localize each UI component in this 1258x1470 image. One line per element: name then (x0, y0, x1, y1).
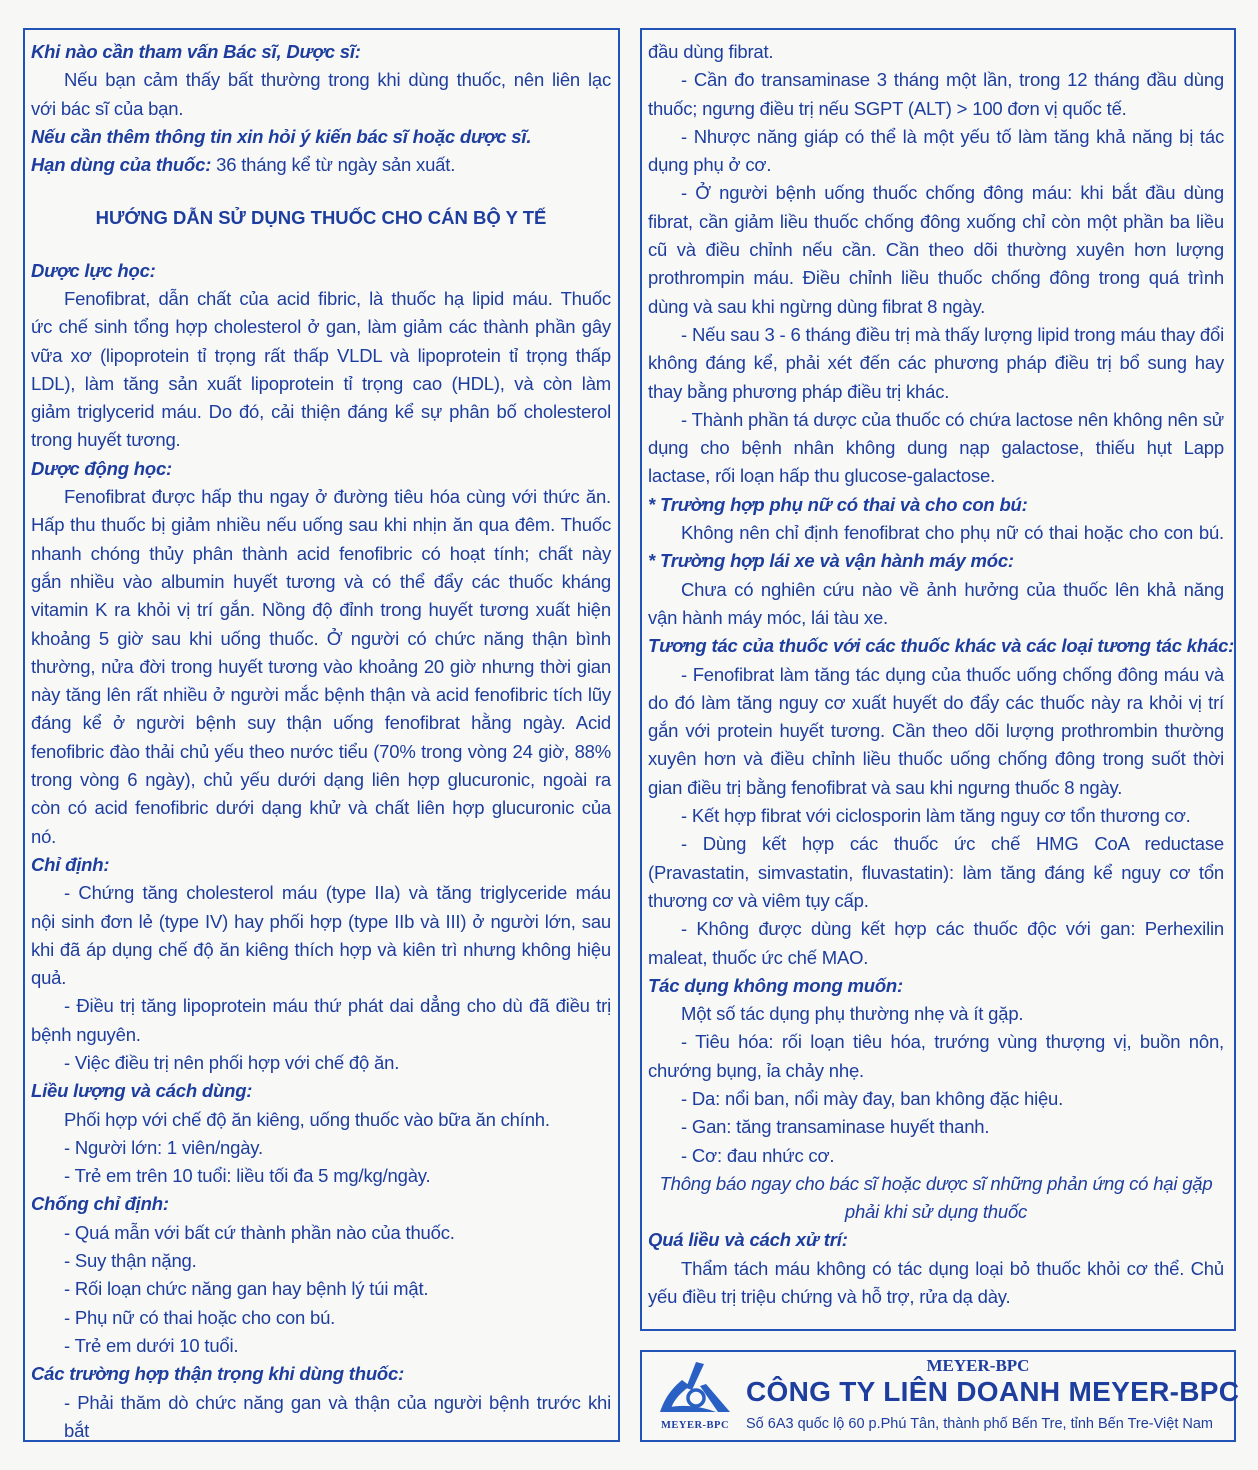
company-name: CÔNG TY LIÊN DOANH MEYER-BPC (746, 1376, 1240, 1407)
text-line: gắn nhiều vào albumin huyết tương và có thể đẩy các thuốc kháng (31, 570, 611, 592)
precautions-heading: Các trường hợp thận trọng khi dùng thuốc: (31, 1363, 405, 1385)
text-line: gian điều trị bằng fenofibrat và sau khi ngưng thuốc 8 ngày. (648, 776, 1123, 798)
text-line: - Cần đo transaminase 3 tháng một lần, trong 12 tháng đầu dùng (681, 69, 1224, 91)
expiry-value: 36 tháng kể từ ngày sản xuất. (211, 154, 456, 176)
text-line: thường, nửa đời trong huyết tương vào khoảng 20 giờ nhưng thời gian (31, 655, 611, 677)
text-line: thương cơ và viêm tụy cấp. (648, 889, 869, 911)
text-line: đáng kể ở người bệnh suy thận uống fenofibrat hằng ngày. Acid (31, 712, 611, 734)
text-line: - Quá mẫn với bất cứ thành phần nào của thuốc. (64, 1221, 455, 1243)
text-line: - Trẻ em dưới 10 tuổi. (64, 1334, 239, 1356)
text-line: thay bằng phương pháp điều trị khác. (648, 380, 950, 402)
precautions-body (31, 1389, 611, 1446)
text-line: quả. (31, 967, 67, 989)
text-line: gắn với protein huyết tương. Cần theo dõi lượng prothrombin thường (648, 720, 1224, 742)
text-line: - Rối loạn chức năng gan hay bệnh lý túi mật. (64, 1278, 429, 1300)
text-line: - Cơ: đau nhức cơ. (681, 1144, 835, 1166)
text-line: Fenofibrat được hấp thu ngay ở đường tiêu hóa cùng với thức ăn. (64, 486, 611, 508)
text-line: - Chứng tăng cholesterol máu (type IIa) và tăng triglyceride máu (64, 882, 611, 904)
text-line: - Trẻ em trên 10 tuổi: liều tối đa 5 mg/kg/ngày. (64, 1165, 431, 1187)
text-line: cũ và điều chỉnh nếu cần. Cần theo dõi thường xuyên hơn lượng (648, 239, 1224, 261)
text-line: vữa xơ (lipoprotein tỉ trọng rất thấp VLDL và lipoprotein tỉ trọng thấp (31, 344, 611, 366)
text-line: - Suy thận nặng. (64, 1250, 197, 1272)
pharmacokinetics-body (31, 483, 611, 851)
precautions-continued (648, 38, 1224, 491)
text-line: fibrat, cần giảm liều thuốc chống đông xuống chỉ còn một phần ba liều (648, 210, 1224, 232)
text-line: Thẩm tách máu không có tác dụng loại bỏ thuốc khỏi cơ thể. Chủ (681, 1257, 1224, 1279)
text-line: nó. (31, 825, 57, 847)
company-address: Số 6A3 quốc lộ 60 p.Phú Tân, thành phố Bến Tre, tỉnh Bến Tre-Việt Nam (746, 1416, 1213, 1432)
text-line: fenofibric đào thải chủ yếu theo nước tiểu (70% trong vòng 24 giờ, 88% (31, 740, 611, 762)
text-line: - Phụ nữ có thai hoặc cho con bú. (64, 1306, 336, 1328)
interactions-body (648, 661, 1224, 972)
text-line: Fenofibrat, dẫn chất của acid fibric, là thuốc hạ lipid máu. Thuốc (64, 287, 611, 309)
text-line: yếu điều trị triệu chứng và hỗ trợ, rửa dạ dày. (648, 1286, 1011, 1308)
text-line: - Tiêu hóa: rối loạn tiêu hóa, trướng vùng thượng vị, buồn nôn, (681, 1031, 1224, 1053)
brand-name: MEYER-BPC (926, 1356, 1030, 1375)
dosage-body (31, 1106, 611, 1191)
text-line: vitamin K ra khỏi vị trí gắn. Nồng độ đỉnh trong huyết tương xuất hiện (31, 599, 611, 621)
text-line: lactase, rối loạn hấp thu glucose-galactose. (648, 465, 996, 487)
text-line: trong vòng 6 ngày), chủ yếu dưới dạng liên hợp glucuronic, ngoài ra (31, 769, 611, 791)
text-line: đầu dùng fibrat. (648, 41, 774, 62)
text-line: - Dùng kết hợp các thuốc ức chế HMG CoA reductase (681, 833, 1224, 855)
contraindications-body (31, 1219, 611, 1360)
left-column (23, 28, 620, 1442)
text-line: thuốc; ngưng điều trị nếu SGPT (ALT) > 100 đơn vị quốc tế. (648, 97, 1127, 119)
text-line: chướng bụng, ỉa chảy nhẹ. (648, 1059, 864, 1081)
expiry-label: Hạn dùng của thuốc: (31, 154, 212, 176)
indications-body (31, 879, 611, 1077)
text-line: khoảng 5 giờ sau khi uống thuốc. Ở người có chức năng thận bình (31, 627, 611, 649)
text-line: trong huyết tương. (31, 429, 181, 451)
indications-heading: Chỉ định: (31, 853, 110, 875)
text-line: bệnh nguyên. (31, 1023, 141, 1045)
text-line: nội sinh đơn lẻ (type IV) hay phối hợp (type IIb và III) ở người lớn, sau (31, 910, 611, 932)
text-line: - Việc điều trị nên phối hợp với chế độ ăn. (64, 1051, 400, 1073)
text-line: (Pravastatin, simvastatin, fluvastatin): làm tăng đáng kể nguy cơ tổn (648, 861, 1224, 883)
text-line: không đáng kể, phải xét đến các phương pháp điều trị bổ sung hay (648, 352, 1224, 374)
overdose-body (648, 1255, 1224, 1312)
notice-line: Thông báo ngay cho bác sĩ hoặc dược sĩ những phản ứng có hại gặp (659, 1172, 1213, 1194)
pharmacokinetics-heading: Dược động học: (31, 457, 173, 479)
text-line: - Nếu sau 3 - 6 tháng điều trị mà thấy lượng lipid trong máu thay đổi (681, 323, 1224, 345)
text-line: do đó làm tăng nguy cơ xuất huyết do đẩy các thuốc này ra khỏi vị trí (648, 691, 1224, 713)
contraindications-heading: Chống chỉ định: (31, 1193, 169, 1215)
text-line: Hấp thu thuốc bị giảm nhiều nếu uống sau khi nhịn ăn qua đêm. Thuốc (31, 514, 611, 536)
text-line: - Ở người bệnh uống thuốc chống đông máu: khi bắt đầu dùng (681, 182, 1224, 204)
text-line: Chưa có nghiên cứu nào về ảnh hưởng của thuốc lên khả năng (681, 578, 1224, 600)
text-line: ức chế sinh tổng hợp cholesterol ở gan, làm giảm các thành phần gây (31, 316, 611, 338)
text-line: Một số tác dụng phụ thường nhẹ và ít gặp. (681, 1003, 1024, 1025)
pharmacodynamics-body (31, 285, 611, 455)
consult-text-line: với bác sĩ của bạn. (31, 97, 184, 119)
notice-line: phải khi sử dụng thuốc (844, 1201, 1028, 1223)
text-line: - Thành phần tá dược của thuốc có chứa lactose nên không nên sử (681, 408, 1224, 430)
side-effects-heading: Tác dụng không mong muốn: (648, 974, 903, 996)
pregnancy-body (648, 519, 1224, 547)
driving-body (648, 576, 1224, 633)
text-line: maleat, thuốc ức chế MAO. (648, 946, 869, 968)
text-line: Phối hợp với chế độ ăn kiêng, uống thuốc vào bữa ăn chính. (64, 1108, 550, 1130)
text-line: - Gan: tăng transaminase huyết thanh. (681, 1116, 990, 1138)
text-line: - Phải thăm dò chức năng gan và thận của người bệnh trước khi bắt (64, 1391, 611, 1441)
text-line: Không nên chỉ định fenofibrat cho phụ nữ có thai hoặc cho con bú. (681, 522, 1224, 544)
text-line: giảm triglycerid máu. Do đó, cải thiện đáng kể sự phân bố cholesterol (31, 401, 611, 423)
logo-caption: MEYER-BPC (660, 1420, 730, 1431)
text-line: - Da: nổi ban, nổi mày đay, ban không đặc hiệu. (681, 1087, 1064, 1109)
text-line: - Nhược năng giáp có thể là một yếu tố làm tăng khả năng bị tác (681, 125, 1224, 147)
text-line: dùng và sau khi ngừng dùng fibrat 8 ngày. (648, 295, 986, 317)
text-line: - Kết hợp fibrat với ciclosporin làm tăng nguy cơ tổn thương cơ. (681, 805, 1191, 827)
consult-heading: Khi nào cần tham vấn Bác sĩ, Dược sĩ: (31, 41, 361, 62)
side-effects-body (648, 1000, 1224, 1170)
main-title: HƯỚNG DẪN SỬ DỤNG THUỐC CHO CÁN BỘ Y TẾ (95, 207, 547, 229)
dosage-heading: Liều lượng và cách dùng: (31, 1080, 253, 1102)
text-line: khi đã áp dụng chế độ ăn kiêng thích hợp và kiên trì nhưng không hiệu (31, 938, 611, 960)
interactions-heading: Tương tác của thuốc với các thuốc khác và các loại tương tác khác: (648, 635, 1235, 657)
text-line: LDL), làm tăng sản xuất lipoprotein tỉ trọng cao (HDL), và còn làm (31, 372, 611, 394)
pregnancy-heading: * Trường hợp phụ nữ có thai và cho con bú: (648, 493, 1028, 515)
right-column (640, 28, 1236, 1331)
text-line: xuyên hơn và điều chỉnh liều thuốc uống chống đông trong suốt thời (648, 748, 1224, 770)
text-line: - Người lớn: 1 viên/ngày. (64, 1136, 263, 1158)
text-line: này tăng lên rất nhiều ở người mắc bệnh thận và acid fenofibric tích lũy (31, 684, 611, 706)
text-line: - Điều trị tăng lipoprotein máu thứ phát dai dẳng cho dù đã điều trị (64, 995, 611, 1017)
pharmacodynamics-heading: Dược lực học: (31, 259, 156, 281)
overdose-heading: Quá liều và cách xử trí: (648, 1229, 848, 1251)
text-line: còn có acid fenofibric dưới dạng khử và chất liên hợp glucuronic của (31, 797, 611, 819)
text-line: prothrompin máu. Điều chỉnh liều thuốc chống đông trong quá trình (648, 267, 1224, 289)
more-info-note: Nếu cần thêm thông tin xin hỏi ý kiến bác sĩ hoặc dược sĩ. (31, 125, 532, 147)
text-line: - Fenofibrat làm tăng tác dụng của thuốc uống chống đông máu và (681, 663, 1224, 685)
text-line: vận hành máy móc, lái tàu xe. (648, 606, 888, 628)
text-line: - Không được dùng kết hợp các thuốc độc với gan: Perhexilin (681, 918, 1224, 940)
expiry-line (31, 151, 611, 179)
driving-heading: * Trường hợp lái xe và vận hành máy móc: (648, 550, 1014, 572)
company-footer (640, 1350, 1240, 1442)
text-line: nhanh chóng thủy phân thành acid fenofibric có hoạt tính; chất này (31, 542, 611, 564)
text-line: dụng phụ ở cơ. (648, 154, 772, 176)
text-line: dụng cho bệnh nhân không dung nạp galactose, thiếu hụt Lapp (648, 437, 1224, 459)
consult-text-line: Nếu bạn cảm thấy bất thường trong khi dùng thuốc, nên liên lạc (64, 69, 611, 91)
